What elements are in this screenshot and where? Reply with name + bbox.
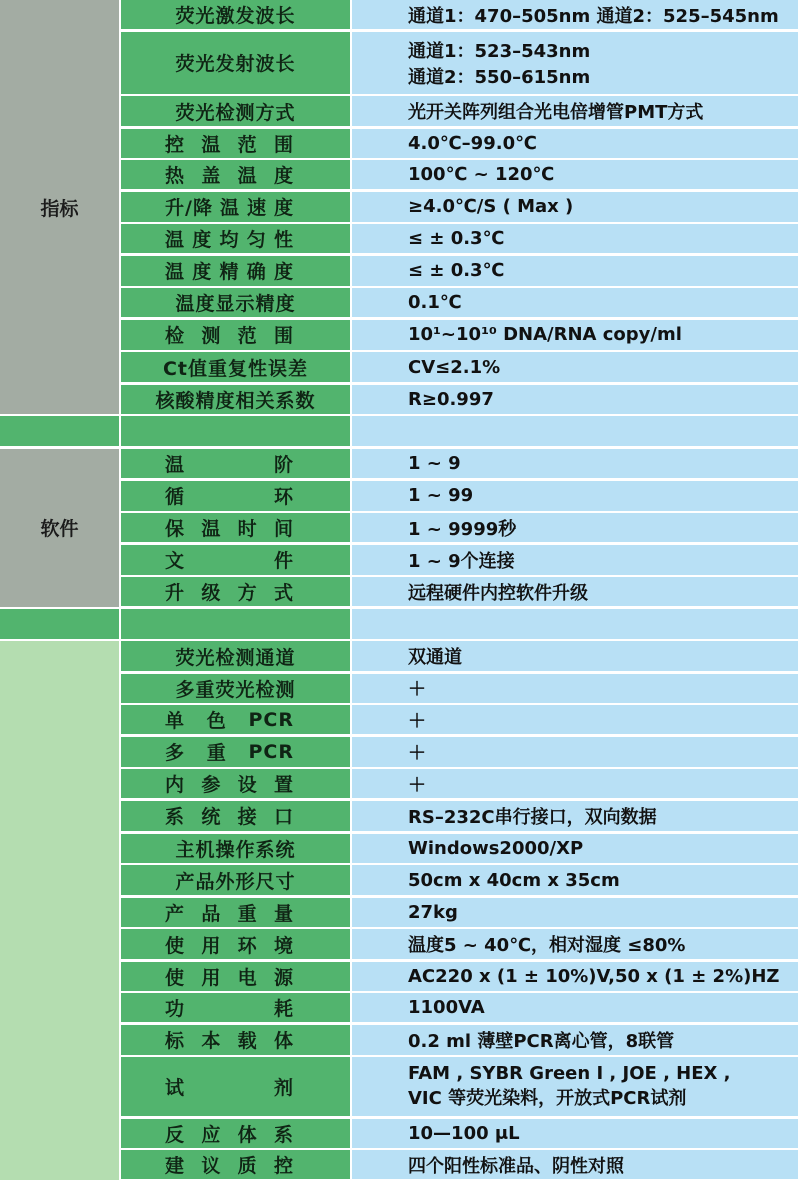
- value-line: 0.1℃: [408, 292, 462, 314]
- param-value: [352, 32, 800, 96]
- value-line: 0.2 ml 薄壁PCR离心管，8联管: [408, 1030, 675, 1052]
- param-name: 荧光发射波长: [121, 32, 352, 96]
- param-value: [352, 674, 800, 705]
- param-value: [352, 641, 800, 673]
- value-line: 温度5 ~ 40℃，相对湿度 ≤80%: [408, 935, 686, 957]
- param-value: [352, 898, 800, 929]
- param-value: [352, 1057, 800, 1118]
- param-name: 使 用 电 源: [121, 962, 352, 993]
- param-name: 温 度 均 匀 性: [121, 224, 352, 255]
- param-name: 系 统 接 口: [121, 801, 352, 833]
- param-value: [352, 192, 800, 224]
- param-name: 温度显示精度: [121, 288, 352, 319]
- param-name: 标 本 载 体: [121, 1025, 352, 1057]
- value-line: VIC 等荧光染料，开放式PCR试剂: [408, 1088, 687, 1110]
- param-name: 功 耗: [121, 993, 352, 1024]
- param-name: 控 温 范 围: [121, 129, 352, 160]
- param-name: 核酸精度相关系数: [121, 385, 352, 416]
- value-line: 四个阳性标准品、阴性对照: [408, 1155, 624, 1177]
- param-value: [352, 801, 800, 833]
- param-value: [352, 1150, 800, 1181]
- param-name: 产 品 重 量: [121, 898, 352, 929]
- value-line: ＋: [408, 679, 426, 701]
- param-value: [352, 0, 800, 31]
- param-name: 荧光激发波长: [121, 0, 352, 31]
- param-value: [352, 769, 800, 800]
- category-cell: 软件: [0, 449, 121, 609]
- param-value: [352, 224, 800, 255]
- value-line: 1 ~ 99: [408, 485, 474, 507]
- param-name: 建 议 质 控: [121, 1150, 352, 1181]
- param-name: 文 件: [121, 545, 352, 577]
- value-line: 4.0℃–99.0℃: [408, 132, 537, 154]
- param-value: [352, 929, 800, 961]
- param-name: 内 参 设 置: [121, 769, 352, 800]
- param-value: [352, 513, 800, 544]
- section-gap: [121, 416, 352, 448]
- param-name: 升/降 温 速 度: [121, 192, 352, 224]
- param-name: 产品外形尺寸: [121, 865, 352, 897]
- param-name: 检 测 范 围: [121, 320, 352, 352]
- value-line: 27kg: [408, 901, 458, 923]
- value-line: AC220 x (1 ± 10%)V,50 x (1 ± 2%)HZ: [408, 965, 780, 987]
- param-name: 荧光检测通道: [121, 641, 352, 673]
- value-line: 1 ~ 9: [408, 452, 461, 474]
- section-gap: [352, 416, 800, 448]
- param-name: 热 盖 温 度: [121, 160, 352, 191]
- value-line: 远程硬件内控软件升级: [408, 582, 588, 604]
- section-gap: [352, 609, 800, 641]
- value-line: 光开关阵列组合光电倍增管PMT方式: [408, 102, 704, 124]
- value-line: ≤ ± 0.3℃: [408, 228, 505, 250]
- value-line: 1100VA: [408, 997, 485, 1019]
- param-value: [352, 705, 800, 736]
- param-name: 循 环: [121, 481, 352, 513]
- param-value: [352, 865, 800, 897]
- value-line: 1 ~ 9个连接: [408, 550, 515, 572]
- param-name: 升 级 方 式: [121, 577, 352, 608]
- value-line: 1 ~ 9999秒: [408, 518, 517, 540]
- param-name: 使 用 环 境: [121, 929, 352, 961]
- value-line: 100℃ ~ 120℃: [408, 164, 555, 186]
- param-value: [352, 737, 800, 769]
- value-line: ＋: [408, 774, 426, 796]
- value-line: 50cm x 40cm x 35cm: [408, 869, 620, 891]
- value-line: 10—100 μL: [408, 1122, 520, 1144]
- param-name: 反 应 体 系: [121, 1119, 352, 1150]
- param-name: 多重荧光检测: [121, 674, 352, 705]
- param-value: [352, 288, 800, 319]
- param-name: 荧光检测方式: [121, 96, 352, 128]
- value-line: ≤ ± 0.3℃: [408, 260, 505, 282]
- param-value: [352, 993, 800, 1024]
- category-cell: [0, 641, 121, 1182]
- param-name: 温 阶: [121, 449, 352, 480]
- category-cell: 指标: [0, 0, 121, 416]
- param-name: 多 重 PCR: [121, 737, 352, 769]
- param-name: 试 剂: [121, 1057, 352, 1118]
- param-value: [352, 129, 800, 160]
- value-line: R≥0.997: [408, 388, 494, 410]
- param-value: [352, 577, 800, 608]
- section-gap: [0, 609, 121, 641]
- param-value: [352, 256, 800, 288]
- value-line: 双通道: [408, 647, 462, 669]
- param-name: 保 温 时 间: [121, 513, 352, 544]
- param-value: [352, 385, 800, 416]
- param-name: 温 度 精 确 度: [121, 256, 352, 288]
- param-value: [352, 320, 800, 352]
- param-name: 单 色 PCR: [121, 705, 352, 736]
- value-line: 通道1：523–543nm: [408, 40, 591, 62]
- value-line: ＋: [408, 742, 426, 764]
- param-value: [352, 1119, 800, 1150]
- value-line: ≥4.0℃/S ( Max ): [408, 196, 574, 218]
- param-value: [352, 160, 800, 191]
- param-value: [352, 449, 800, 480]
- param-value: [352, 481, 800, 513]
- value-line: 通道2：550–615nm: [408, 66, 591, 88]
- value-line: 10¹~10¹⁰ DNA/RNA copy/ml: [408, 324, 682, 346]
- value-line: 通道1：470–505nm 通道2：525–545nm: [408, 5, 779, 27]
- param-value: [352, 96, 800, 128]
- section-gap: [0, 416, 121, 448]
- value-line: Windows2000/XP: [408, 837, 584, 859]
- value-line: FAM , SYBR Green Ⅰ , JOE , HEX ,: [408, 1063, 731, 1085]
- param-name: Ct值重复性误差: [121, 352, 352, 384]
- value-line: CV≤2.1%: [408, 356, 501, 378]
- param-value: [352, 1025, 800, 1057]
- value-line: ＋: [408, 710, 426, 732]
- param-name: 主机操作系统: [121, 834, 352, 865]
- param-value: [352, 962, 800, 993]
- section-gap: [121, 609, 352, 641]
- value-line: RS–232C串行接口，双向数据: [408, 806, 657, 828]
- param-value: [352, 352, 800, 384]
- param-value: [352, 834, 800, 865]
- param-value: [352, 545, 800, 577]
